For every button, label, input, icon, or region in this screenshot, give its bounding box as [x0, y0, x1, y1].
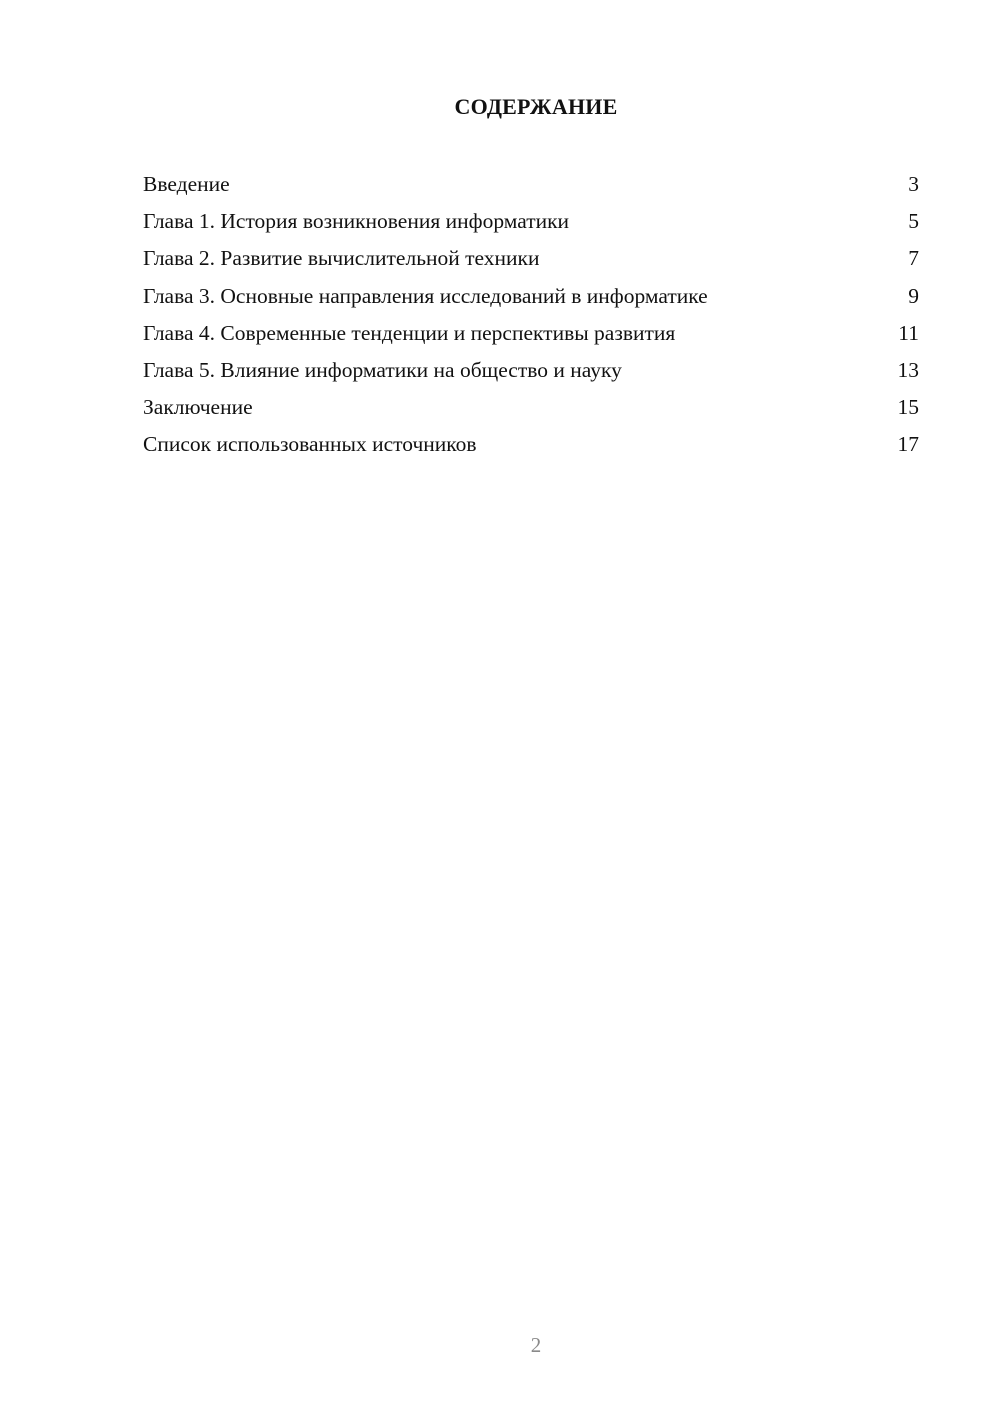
toc-entry-title: Заключение — [143, 395, 253, 420]
toc-entry — [143, 206, 919, 243]
toc-entry-title: Глава 5. Влияние информатики на общество и науку — [143, 357, 622, 382]
toc-entry-page: 13 — [897, 357, 919, 382]
toc-entry-title: Глава 3. Основные направления исследований в информатике — [143, 283, 708, 308]
toc-entry-title: Список использованных источников — [143, 432, 477, 457]
toc-entry-page: 15 — [897, 395, 919, 420]
toc-entry — [143, 169, 919, 206]
toc-entry-title: Глава 2. Развитие вычислительной техники — [143, 246, 540, 271]
toc-entry-title: Глава 1. История возникновения информатики — [143, 209, 570, 234]
toc-entry-page: 5 — [908, 209, 919, 234]
toc-entry-page: 17 — [897, 432, 919, 457]
toc-entry — [143, 281, 919, 318]
toc-entry — [143, 243, 919, 280]
toc-entry — [143, 355, 919, 392]
toc-entry — [143, 318, 919, 355]
toc-entry-page: 3 — [908, 172, 919, 196]
toc-entry-title: Введение — [143, 172, 230, 196]
table-of-contents — [143, 169, 919, 467]
toc-entry — [143, 392, 919, 429]
toc-entry — [143, 429, 919, 466]
toc-entry-page: 11 — [898, 320, 919, 345]
toc-entry-title: Глава 4. Современные тенденции и перспективы развития — [143, 320, 676, 345]
page-title: СОДЕРЖАНИЕ — [454, 94, 618, 119]
page-number: 2 — [530, 1333, 542, 1357]
toc-entry-page: 9 — [908, 283, 919, 308]
toc-entry-page: 7 — [908, 246, 919, 271]
